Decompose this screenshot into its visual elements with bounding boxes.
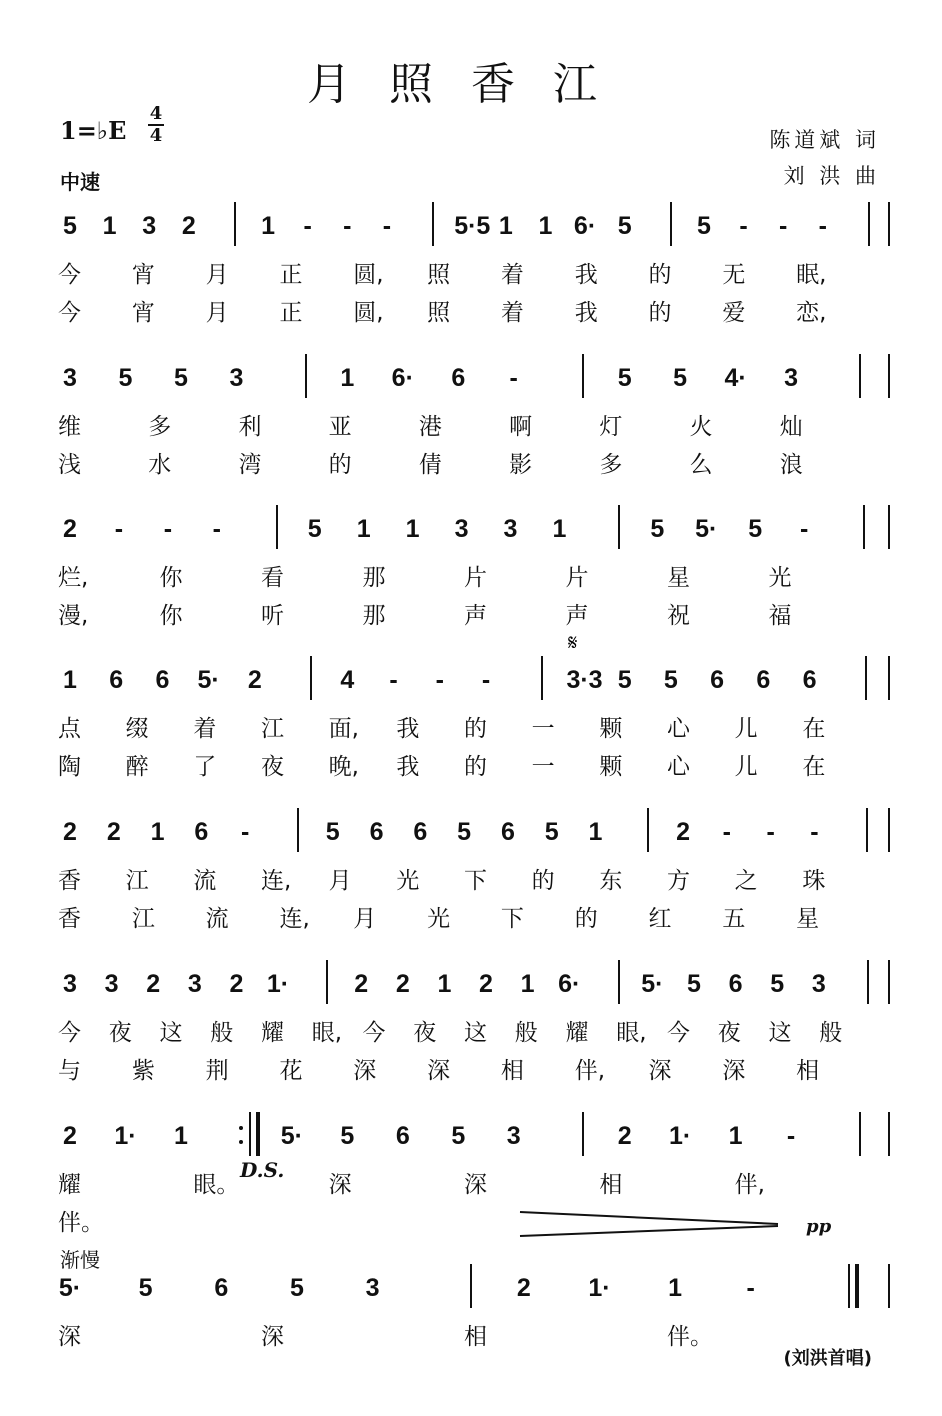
note: 3 (811, 970, 826, 998)
note: 1 (261, 212, 276, 240)
lyric-syllable: 你 (159, 565, 183, 591)
note: - (240, 818, 250, 846)
note: 5 (451, 1122, 466, 1150)
lyric-syllable: 连, (261, 868, 292, 894)
lyric-syllable: 福 (768, 603, 792, 629)
lyric-syllable: 深 (464, 1172, 487, 1198)
lyric-syllable: 那 (362, 565, 386, 591)
lyric-syllable: 恋, (796, 300, 827, 326)
note: 1 (588, 818, 603, 846)
lyric-syllable: 光 (427, 906, 451, 932)
lyric-syllable: 下 (464, 868, 487, 894)
note: 5 (289, 1274, 304, 1302)
note: 1 (728, 1122, 743, 1150)
note: 5 (63, 212, 77, 240)
note: 5 (663, 666, 678, 694)
lyric-syllable: 深 (58, 1324, 81, 1350)
note: 2 (617, 1122, 632, 1150)
note: 3 (63, 364, 77, 392)
note: 5· (197, 666, 220, 694)
note: 1 (63, 666, 77, 694)
note: 4· (724, 364, 747, 392)
lyric-syllable: 我 (574, 262, 598, 288)
segno-sign: 𝄋 (568, 631, 578, 656)
lyric-syllable: 月 (328, 868, 352, 894)
note: 3·3 (566, 666, 603, 694)
lyric-syllable: 儿 (734, 754, 758, 780)
lyric-syllable: 耀 (565, 1020, 589, 1046)
lyric-syllable: 浪 (779, 452, 803, 478)
lyric-syllable: 流 (193, 868, 217, 894)
lyric-syllable: 心 (667, 754, 690, 780)
lyric-syllable: 颗 (599, 754, 623, 780)
lyric-syllable: 星 (796, 906, 820, 932)
lyric-syllable: 倩 (418, 452, 442, 478)
note: 3 (454, 515, 469, 543)
note: - (739, 212, 748, 240)
note: 3 (506, 1122, 521, 1150)
lyric-syllable: 红 (648, 906, 672, 932)
note: 6 (395, 1122, 410, 1150)
lyric-syllable: 我 (396, 716, 420, 742)
lyric-syllable: 啊 (509, 414, 533, 440)
lyric-syllable: 多 (148, 414, 172, 440)
note: - (114, 515, 124, 543)
lyric-syllable: 深 (328, 1172, 352, 1198)
note: 5 (340, 1122, 355, 1150)
lyric-syllable: 眼, (616, 1020, 647, 1046)
lyric-syllable: 的 (464, 754, 487, 780)
lyric-syllable: 么 (689, 452, 713, 478)
lyric-syllable: 的 (574, 906, 598, 932)
tempo-change: 渐慢 (60, 1248, 100, 1272)
lyric-syllable: 连, (279, 906, 310, 932)
lyric-syllable: 月 (205, 262, 229, 288)
lyric-syllable: 这 (159, 1020, 183, 1046)
note: 2 (247, 666, 262, 694)
lyric-syllable: 陶 (58, 754, 81, 780)
note: - (343, 212, 352, 240)
lyric-syllable: 般 (210, 1020, 234, 1046)
lyric-syllable: 片 (464, 565, 487, 591)
lyric-syllable: 荆 (205, 1058, 229, 1084)
note: - (382, 212, 392, 240)
lyric-syllable: 江 (125, 868, 149, 894)
lyric-syllable: 你 (159, 603, 183, 629)
note: - (746, 1274, 755, 1302)
lyric-syllable: 的 (531, 868, 555, 894)
note: 5 (673, 364, 688, 392)
note: 2 (106, 818, 121, 846)
lyric-syllable: 相 (796, 1058, 820, 1084)
lyric-syllable: 光 (768, 565, 792, 591)
note: - (389, 666, 398, 694)
lyric-syllable: 夜 (261, 754, 284, 780)
lyric-syllable: 圆, (353, 300, 384, 326)
lyric-syllable: 爱 (722, 300, 746, 326)
note: 1 (405, 515, 420, 543)
note: 6 (413, 818, 428, 846)
lyric-syllable: 无 (722, 262, 746, 288)
note: 1 (538, 212, 553, 240)
note: 3 (229, 364, 244, 392)
lyric-syllable: 声 (565, 603, 589, 629)
lyric-syllable: 眠, (796, 262, 827, 288)
lyric-syllable: 相 (500, 1058, 524, 1084)
lyric-syllable: 正 (279, 262, 303, 288)
note: 6· (573, 212, 597, 240)
lyric-syllable: 紫 (131, 1058, 155, 1084)
note: 3 (187, 970, 202, 998)
lyric-syllable: 东 (599, 868, 623, 894)
lyric-syllable: 亚 (328, 414, 352, 440)
lyric-syllable: 的 (648, 300, 672, 326)
note: 5 (617, 212, 632, 240)
note: 6 (451, 364, 466, 392)
note: 3 (784, 364, 799, 392)
note: 1· (266, 970, 290, 998)
lyric-syllable: 流 (205, 906, 229, 932)
lyric-syllable: 相 (464, 1324, 487, 1350)
note: 3 (63, 970, 77, 998)
note: - (799, 515, 809, 543)
lyric-syllable: 深 (353, 1058, 377, 1084)
note: 6 (109, 666, 124, 694)
lyric-syllable: 江 (131, 906, 155, 932)
lyric-syllable: 祝 (667, 603, 690, 629)
lyric-syllable: 点 (58, 716, 81, 742)
lyric-syllable: 听 (261, 603, 284, 629)
note: 2 (479, 970, 493, 998)
lyric-syllable: 湾 (238, 452, 262, 478)
note: 2 (63, 818, 77, 846)
note: 6 (155, 666, 170, 694)
note: - (509, 364, 518, 392)
lyric-syllable: 相 (599, 1172, 623, 1198)
note: - (435, 666, 444, 694)
lyric-syllable: 照 (427, 300, 451, 326)
note: 5 (173, 364, 188, 392)
lyric-syllable: 香 (58, 868, 81, 894)
note: 5 (617, 666, 632, 694)
lyric-syllable: 正 (279, 300, 303, 326)
lyric-syllable: 烂, (58, 565, 89, 591)
lyric-syllable: 了 (193, 754, 217, 780)
note: 1 (668, 1274, 683, 1302)
lyric-syllable: 耀 (261, 1020, 284, 1046)
lyric-syllable: 维 (58, 414, 81, 440)
lyric-syllable: 深 (648, 1058, 672, 1084)
note: 1 (340, 364, 355, 392)
note: 1· (669, 1122, 692, 1150)
lyric-syllable: 今 (58, 1020, 81, 1046)
lyric-syllable: 我 (396, 754, 420, 780)
lyric-syllable: 珠 (802, 868, 826, 894)
lyric-syllable: 深 (427, 1058, 451, 1084)
note: 5 (770, 970, 785, 998)
note: 5 (617, 364, 632, 392)
note: 5 (118, 364, 133, 392)
lyric-syllable: 在 (802, 716, 826, 742)
lyric-syllable: 之 (734, 868, 758, 894)
note: 2 (395, 970, 410, 998)
lyric-syllable: 火 (689, 414, 713, 440)
lyric-syllable: 伴。 (58, 1210, 104, 1236)
lyric-syllable: 方 (667, 868, 690, 894)
dal-segno: D.S. (240, 1158, 285, 1182)
note: 6 (500, 818, 515, 846)
note: 1 (150, 818, 165, 846)
lyric-syllable: 的 (464, 716, 487, 742)
note: 6 (194, 818, 209, 846)
note: 5· (695, 515, 718, 543)
lyric-syllable: 花 (279, 1058, 303, 1084)
note: 6 (728, 970, 743, 998)
lyric-syllable: 这 (464, 1020, 487, 1046)
lyric-syllable: 的 (328, 452, 352, 478)
lyric-syllable: 看 (261, 565, 284, 591)
lyric-syllable: 香 (58, 906, 81, 932)
note: - (163, 515, 173, 543)
lyric-syllable: 宵 (131, 300, 155, 326)
decrescendo-top (520, 1212, 778, 1224)
lyric-syllable: 这 (768, 1020, 792, 1046)
note: 2 (63, 515, 77, 543)
lyric-syllable: 般 (514, 1020, 538, 1046)
note: 3 (503, 515, 518, 543)
note: - (303, 212, 312, 240)
note: - (778, 212, 788, 240)
lyric-syllable: 着 (500, 262, 524, 288)
note: 1 (173, 1122, 188, 1150)
note: 5· (641, 970, 664, 998)
lyric-syllable: 眼。 (193, 1172, 240, 1198)
note: 4 (340, 666, 355, 694)
time-bottom: 4 (149, 125, 163, 146)
lyric-syllable: 水 (148, 452, 172, 478)
note: 3 (142, 212, 157, 240)
note: 5 (687, 970, 701, 998)
note: 3 (104, 970, 119, 998)
lyric-syllable: 宵 (131, 262, 155, 288)
note: 2 (63, 1122, 77, 1150)
note: 1 (552, 515, 567, 543)
lyric-syllable: 眼, (311, 1020, 343, 1046)
note: 1· (114, 1122, 137, 1150)
note: 1 (520, 970, 535, 998)
lyric-syllable: 那 (362, 603, 386, 629)
lyric-syllable: 照 (427, 262, 451, 288)
lyric-syllable: 多 (599, 452, 623, 478)
lyric-syllable: 面, (328, 716, 359, 742)
lyric-syllable: 缀 (125, 716, 149, 742)
song-title: 月照香江 (307, 59, 635, 110)
note: 1 (498, 212, 513, 240)
note: 6 (756, 666, 771, 694)
note: 5 (748, 515, 763, 543)
lyric-syllable: 灿 (779, 414, 803, 440)
lyric-syllable: 声 (464, 603, 487, 629)
note: 6 (214, 1274, 229, 1302)
lyric-syllable: 港 (418, 414, 442, 440)
lyric-syllable: 星 (667, 565, 690, 591)
lyric-syllable: 一 (531, 716, 555, 742)
lyric-syllable: 晚, (328, 754, 359, 780)
lyric-syllable: 漫, (58, 603, 89, 629)
note: 2 (229, 970, 244, 998)
lyric-syllable: 今 (362, 1020, 386, 1046)
lyric-syllable: 圆, (353, 262, 384, 288)
note: - (810, 818, 819, 846)
performer-credit: (刘洪首唱) (783, 1348, 872, 1369)
lyric-syllable: 一 (531, 754, 555, 780)
lyric-syllable: 深 (722, 1058, 746, 1084)
decrescendo-bottom (520, 1226, 778, 1236)
note: 6· (391, 364, 414, 392)
lyric-syllable: 与 (58, 1058, 81, 1084)
lyric-syllable: 夜 (717, 1020, 741, 1046)
lyric-syllable: 着 (500, 300, 524, 326)
lyric-syllable: 今 (58, 262, 81, 288)
note: 5 (696, 212, 711, 240)
note: 1· (588, 1274, 611, 1302)
note: 6 (802, 666, 817, 694)
lyric-syllable: 今 (58, 300, 81, 326)
lyric-syllable: 江 (261, 716, 284, 742)
lyricist-credit: 陈道斌 词 (769, 128, 880, 152)
lyric-syllable: 耀 (58, 1172, 81, 1198)
note: 2 (516, 1274, 531, 1302)
lyric-syllable: 片 (565, 565, 589, 591)
time-top: 4 (149, 103, 163, 124)
lyric-syllable: 夜 (108, 1020, 132, 1046)
lyric-syllable: 醉 (125, 754, 149, 780)
note: 5 (544, 818, 559, 846)
lyric-syllable: 月 (205, 300, 229, 326)
note: 5 (325, 818, 340, 846)
lyric-syllable: 着 (193, 716, 217, 742)
lyric-syllable: 光 (396, 868, 420, 894)
note: 6· (558, 970, 581, 998)
note: 2 (354, 970, 369, 998)
note: 6 (710, 666, 725, 694)
lyric-syllable: 夜 (413, 1020, 437, 1046)
note: - (786, 1122, 796, 1150)
lyric-syllable: 影 (509, 452, 533, 478)
note: 1 (437, 970, 452, 998)
lyric-syllable: 利 (238, 414, 262, 440)
note: 2 (146, 970, 161, 998)
lyric-syllable: 伴, (574, 1058, 606, 1084)
note: - (212, 515, 221, 543)
note: 5 (650, 515, 665, 543)
dynamic-pp: pp (806, 1216, 832, 1237)
note: 5· (280, 1122, 303, 1150)
lyric-syllable: 下 (500, 906, 524, 932)
tempo-marking: 中速 (60, 170, 100, 194)
lyric-syllable: 心 (667, 716, 690, 742)
note: 1 (356, 515, 371, 543)
note: 6 (369, 818, 384, 846)
lyric-syllable: 深 (261, 1324, 284, 1350)
lyric-syllable: 浅 (58, 452, 81, 478)
lyric-syllable: 伴, (734, 1172, 765, 1198)
note: - (722, 818, 731, 846)
note: 1 (102, 212, 117, 240)
lyric-syllable: 在 (802, 754, 826, 780)
note: 5 (138, 1274, 153, 1302)
note: 5· (58, 1274, 82, 1302)
note: - (818, 212, 827, 240)
lyric-syllable: 我 (574, 300, 598, 326)
note: 2 (181, 212, 196, 240)
note: - (766, 818, 775, 846)
note: - (481, 666, 491, 694)
key-signature: 1=♭E (60, 116, 127, 145)
note: 2 (676, 818, 690, 846)
note: 3 (365, 1274, 380, 1302)
lyric-syllable: 颗 (599, 716, 623, 742)
lyric-syllable: 的 (648, 262, 672, 288)
note: 5 (307, 515, 322, 543)
lyric-syllable: 月 (353, 906, 377, 932)
lyric-syllable: 伴。 (667, 1324, 713, 1350)
lyric-syllable: 今 (667, 1020, 690, 1046)
note: 5 (457, 818, 472, 846)
lyric-syllable: 儿 (734, 716, 758, 742)
lyric-syllable: 灯 (599, 414, 623, 440)
composer-credit: 刘 洪 曲 (783, 164, 880, 188)
lyric-syllable: 般 (819, 1020, 843, 1046)
note: 5·5 (454, 212, 491, 240)
lyric-syllable: 五 (722, 906, 746, 932)
